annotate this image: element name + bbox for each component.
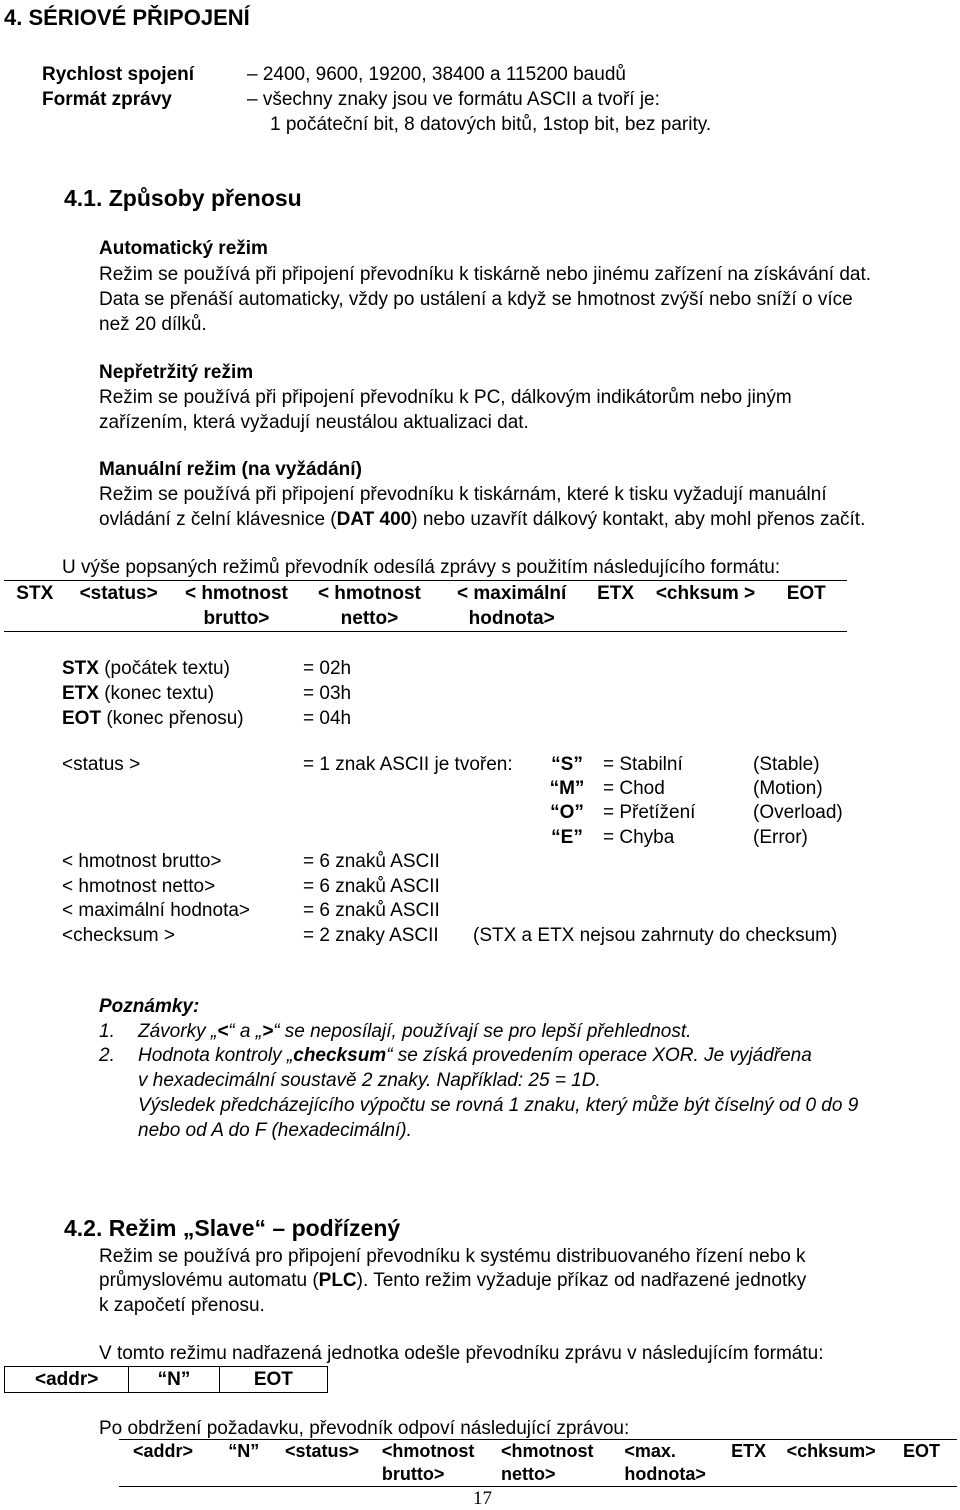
- manual-mode-text-1: Režim se používá při připojení převodníku k tiskárnám, které k tisku vyžadují manuální: [99, 484, 827, 505]
- table-cell: EOT: [766, 581, 848, 632]
- table-cell: ETX: [723, 1440, 780, 1487]
- slave-format-intro: V tomto režimu nadřazená jednotka odešle převodníku zprávu v následujícím formátu:: [99, 1343, 824, 1364]
- slave-text-1: Režim se používá pro připojení převodníku k systému distribuovaného řízení nebo k: [99, 1246, 806, 1267]
- note-2-line-3: Výsledek předcházejícího výpočtu se rovná 1 znaku, který může být číselný od 0 do 9: [138, 1095, 859, 1116]
- continuous-mode-text-1: Režim se používá při připojení převodníku k PC, dálkovým indikátorům nebo jiným: [99, 387, 792, 408]
- auto-mode-text-3: než 20 dílků.: [99, 314, 207, 335]
- definition-list-control: [62, 656, 462, 731]
- status-code: “E”: [551, 827, 583, 848]
- status-code: “M”: [549, 778, 585, 799]
- section-4-2-title: 4.2. Režim „Slave“ – podřízený: [64, 1215, 401, 1241]
- status-code-english: (Motion): [753, 778, 823, 799]
- table-cell: <status>: [66, 581, 172, 632]
- table-cell: <addr>: [119, 1440, 218, 1487]
- definition-label: < hmotnost brutto>: [62, 851, 222, 872]
- table-cell: < hmotnost brutto>: [172, 581, 301, 632]
- table-cell: “N”: [218, 1440, 277, 1487]
- status-value: = 1 znak ASCII je tvořen:: [303, 754, 513, 775]
- manual-mode-text-2: ovládání z čelní klávesnice (DAT 400) nebo uzavřít dálkový kontakt, aby mohl přenos začít.: [99, 509, 866, 530]
- note-number: 2.: [99, 1045, 115, 1066]
- table-cell: EOT: [895, 1440, 957, 1487]
- auto-mode-text-1: Režim se používá při připojení převodníku k tiskárně nebo jinému zařízení na získávání dat.: [99, 264, 872, 285]
- status-code-name: = Chyba: [603, 827, 675, 848]
- slave-reply-intro: Po obdržení požadavku, převodník odpoví následující zprávou:: [99, 1418, 630, 1439]
- definition-row: STX (počátek textu) = 02h: [62, 658, 352, 679]
- table-cell: <chksum>: [781, 1440, 895, 1487]
- status-code: “S”: [551, 754, 583, 775]
- table-cell: EOT: [219, 1367, 327, 1393]
- table-cell: ETX: [586, 581, 646, 632]
- table-cell: <hmotnost netto>: [495, 1440, 618, 1487]
- definition-row: EOT (konec přenosu) = 04h: [62, 708, 352, 729]
- table-cell: “N”: [129, 1367, 219, 1393]
- auto-mode-text-2: Data se přenáší automaticky, vždy po ustálení a když se hmotnost zvýší nebo sníží o více: [99, 289, 853, 310]
- definition-row: ETX (konec textu) = 03h: [62, 683, 352, 704]
- status-code-name: = Chod: [603, 778, 665, 799]
- format-value-line-1: – všechny znaky jsou ve formátu ASCII a tvoří je:: [247, 89, 660, 110]
- note-2-text: Hodnota kontroly „checksum“ se získá provedením operace XOR. Je vyjádřena: [138, 1045, 812, 1066]
- section-4-1-title: 4.1. Způsoby přenosu: [64, 185, 302, 211]
- table-cell: STX: [4, 581, 66, 632]
- page-number: 17: [473, 1488, 492, 1509]
- status-code: “O”: [550, 802, 584, 823]
- definition-value: = 6 znaků ASCII: [303, 851, 440, 872]
- speed-value: – 2400, 9600, 19200, 38400 a 115200 baudů: [247, 64, 626, 85]
- status-label: <status >: [62, 754, 141, 775]
- continuous-mode-text-2: zařízením, která vyžadují neustálou aktualizaci dat.: [99, 412, 529, 433]
- table-row: [5, 1367, 328, 1393]
- slave-reply-table: [119, 1439, 957, 1487]
- status-code-english: (Overload): [753, 802, 843, 823]
- note-2-line-2: v hexadecimální soustavě 2 znaky. Například: 25 = 1D.: [138, 1070, 601, 1091]
- slave-request-table: [4, 1366, 328, 1393]
- status-code-name: = Přetížení: [603, 802, 696, 823]
- format-label: Formát zprávy: [42, 89, 172, 110]
- definition-value: = 6 znaků ASCII: [303, 876, 440, 897]
- message-format-table: [4, 580, 847, 632]
- table-cell: < hmotnost netto>: [301, 581, 438, 632]
- table-cell: <chksum >: [645, 581, 765, 632]
- note-1-text: Závorky „<“ a „>“ se neposílají, používají se pro lepší přehlednost.: [138, 1021, 692, 1042]
- definition-label: <checksum >: [62, 925, 175, 946]
- definition-note: (STX a ETX nejsou zahrnuty do checksum): [473, 925, 838, 946]
- format-intro: U výše popsaných režimů převodník odesílá zprávy s použitím následujícího formátu:: [62, 557, 781, 578]
- auto-mode-title: Automatický režim: [99, 238, 268, 259]
- table-cell: < maximální hodnota>: [438, 581, 586, 632]
- slave-text-3: k započetí přenosu.: [99, 1295, 265, 1316]
- definition-value: = 2 znaky ASCII: [303, 925, 439, 946]
- table-cell: <addr>: [5, 1367, 129, 1393]
- table-row: [119, 1440, 957, 1487]
- status-code-english: (Stable): [753, 754, 820, 775]
- table-row: [4, 581, 847, 632]
- definition-value: = 6 znaků ASCII: [303, 900, 440, 921]
- status-code-name: = Stabilní: [603, 754, 683, 775]
- definition-label: < hmotnost netto>: [62, 876, 216, 897]
- format-value-line-2: 1 počáteční bit, 8 datových bitů, 1stop bit, bez parity.: [270, 114, 712, 135]
- note-number: 1.: [99, 1021, 115, 1042]
- table-cell: <hmotnost brutto>: [376, 1440, 495, 1487]
- status-code-english: (Error): [753, 827, 808, 848]
- manual-mode-title: Manuální režim (na vyžádání): [99, 459, 362, 480]
- speed-label: Rychlost spojení: [42, 64, 195, 85]
- table-cell: <status>: [277, 1440, 376, 1487]
- note-2-line-4: nebo od A do F (hexadecimální).: [138, 1120, 412, 1141]
- continuous-mode-title: Nepřetržitý režim: [99, 362, 254, 383]
- section-4-title: 4. SÉRIOVÉ PŘIPOJENÍ: [4, 5, 250, 30]
- table-cell: <max. hodnota>: [618, 1440, 723, 1487]
- slave-text-2: průmyslovému automatu (PLC). Tento režim vyžaduje příkaz od nadřazené jednotky: [99, 1270, 807, 1291]
- definition-label: < maximální hodnota>: [62, 900, 251, 921]
- notes-title: Poznámky:: [99, 996, 200, 1017]
